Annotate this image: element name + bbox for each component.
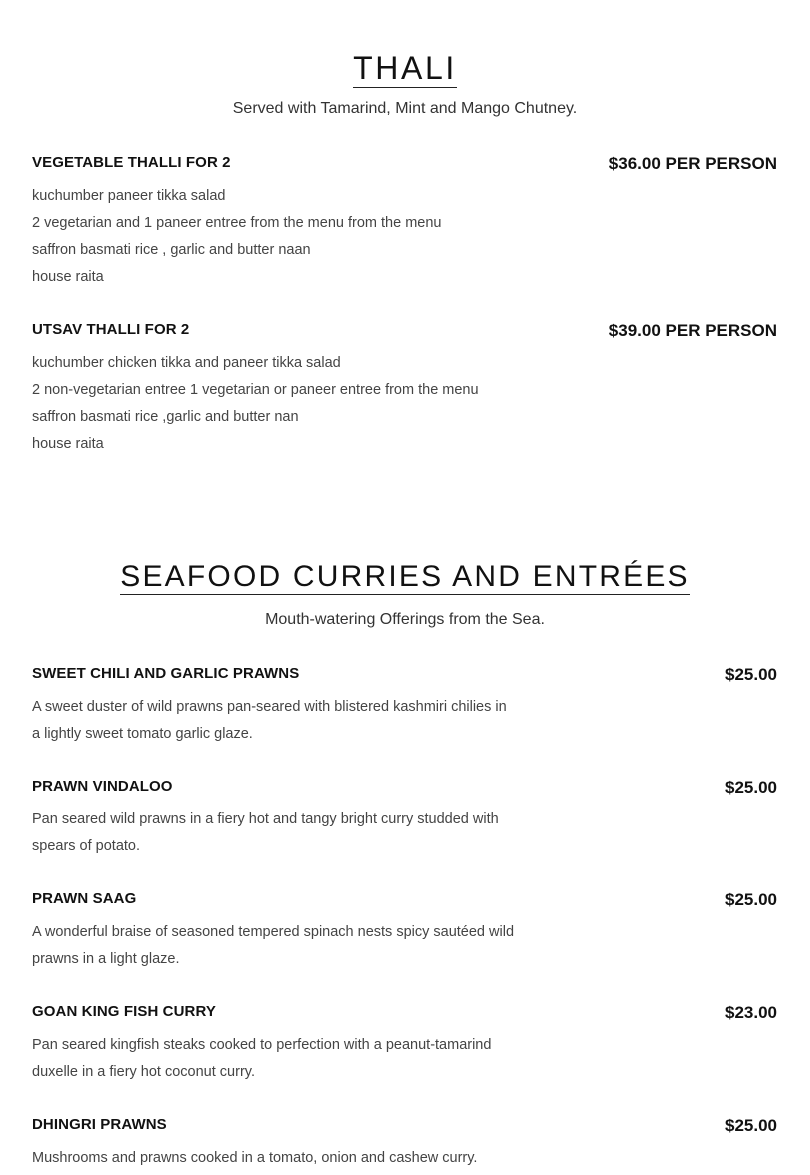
thali-section-subtitle: Served with Tamarind, Mint and Mango Chutney. (232, 100, 578, 117)
menu-item-name-sweet-chili-garlic-prawns: SWEET CHILI AND GARLIC PRAWNS (32, 665, 300, 682)
menu-item-name-goan-king-fish-curry: GOAN KING FISH CURRY (32, 1003, 216, 1020)
menu-item-name-prawn-vindaloo: PRAWN VINDALOO (32, 778, 173, 795)
menu-item-description-line: 2 non-vegetarian entree 1 vegetarian or paneer entree from the menu (32, 382, 479, 398)
menu-item-name-utsav-thalli: UTSAV THALLI FOR 2 (32, 321, 190, 338)
seafood-title-text: SEAFOOD CURRIES AND ENTRÉES (120, 560, 690, 593)
menu-item-description-line: saffron basmati rice , garlic and butter naan (32, 242, 311, 258)
menu-item-name-dhingri-prawns: DHINGRI PRAWNS (32, 1116, 167, 1133)
menu-item-price-prawn-saag: $25.00 (725, 890, 777, 909)
menu-item-price-utsav-thalli: $39.00 PER PERSON (608, 321, 777, 340)
menu-item-description-line: spears of potato. (32, 838, 141, 854)
menu-item-name-prawn-saag: PRAWN SAAG (32, 890, 137, 907)
menu-item-description-line: duxelle in a fiery hot coconut curry. (32, 1064, 255, 1080)
menu-item-name-vegetable-thalli: VEGETABLE THALLI FOR 2 (32, 154, 231, 171)
menu-item-description-line: 2 vegetarian and 1 paneer entree from the menu from the menu (32, 215, 442, 231)
menu-item-price-goan-king-fish-curry: $23.00 (725, 1003, 777, 1022)
menu-item-description-line: a lightly sweet tomato garlic glaze. (32, 726, 253, 742)
thali-title-text: THALI (353, 50, 457, 86)
menu-item-description-line: saffron basmati rice ,garlic and butter nan (32, 409, 299, 425)
menu-item-description-line: house raita (32, 436, 104, 452)
seafood-section-title (0, 560, 810, 595)
menu-item-description-line: Pan seared kingfish steaks cooked to perfection with a peanut-tamarind (32, 1037, 492, 1053)
seafood-section-subtitle: Mouth-watering Offerings from the Sea. (265, 611, 545, 628)
menu-item-description-line: Mushrooms and prawns cooked in a tomato, onion and cashew curry. (32, 1150, 478, 1166)
menu-item-price-sweet-chili-garlic-prawns: $25.00 (725, 665, 777, 684)
menu-item-price-dhingri-prawns: $25.00 (725, 1116, 777, 1135)
menu-item-description-line: A sweet duster of wild prawns pan-seared with blistered kashmiri chilies in (32, 699, 507, 715)
menu-item-price-prawn-vindaloo: $25.00 (725, 778, 777, 797)
menu-item-description-line: A wonderful braise of seasoned tempered spinach nests spicy sautéed wild (32, 924, 515, 940)
menu-item-price-vegetable-thalli: $36.00 PER PERSON (608, 154, 777, 173)
menu-item-description-line: house raita (32, 269, 104, 285)
menu-item-description-line: prawns in a light glaze. (32, 951, 180, 967)
menu-item-description-line: kuchumber paneer tikka salad (32, 188, 226, 204)
thali-section-title (0, 50, 810, 88)
menu-item-description-line: kuchumber chicken tikka and paneer tikka salad (32, 355, 341, 371)
menu-item-description-line: Pan seared wild prawns in a fiery hot and tangy bright curry studded with (32, 811, 499, 827)
